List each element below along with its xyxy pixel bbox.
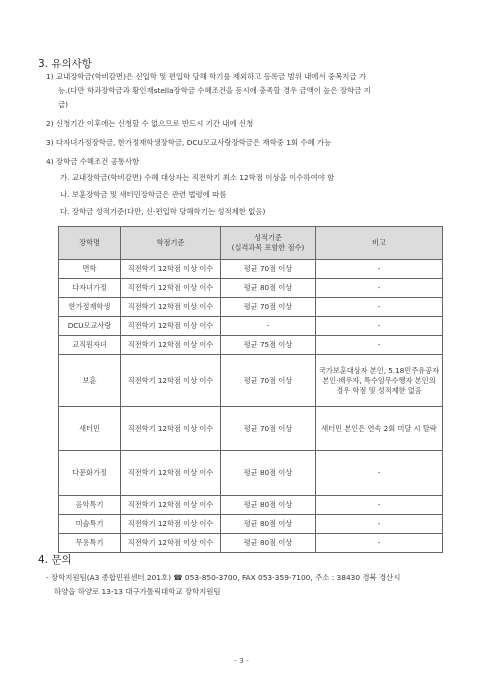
table-row	[59, 260, 443, 279]
cell-name: 다자녀가정	[59, 279, 121, 298]
cell-name: 면학	[59, 260, 121, 279]
cell-credit: 직전학기 12학점 이상 이수	[121, 355, 221, 407]
contact-line-1: - 장학지원팀(A3 종합민원센터 201호) ☎ 053-850-3700, FAX 053-359-7100, 주소 : 38430 경북 경산시	[46, 573, 401, 582]
table-row	[59, 407, 443, 451]
notice-item-4-sub-a: 가. 교내장학금(학비감면) 수혜 대상자는 직전학기 최소 12학점 이상을 이수하여야 함	[60, 173, 335, 182]
cell-name: 교직원자녀	[59, 336, 121, 355]
table-row	[59, 451, 443, 496]
contact-line-2: 하양읍 하양로 13-13 대구가톨릭대학교 장학지원팀	[54, 587, 221, 596]
cell-credit: 직전학기 12학점 이상 이수	[121, 317, 221, 336]
cell-credit: 직전학기 12학점 이상 이수	[121, 534, 221, 553]
cell-name: 보훈	[59, 355, 121, 407]
cell-credit: 직전학기 12학점 이상 이수	[121, 496, 221, 515]
header-grade	[221, 227, 316, 260]
table-row	[59, 534, 443, 553]
cell-name: 한가정재학생	[59, 298, 121, 317]
section-4-title: 4. 문의	[38, 554, 72, 566]
table-row	[59, 317, 443, 336]
cell-note: -	[316, 496, 443, 515]
cell-name: 미술특기	[59, 515, 121, 534]
notice-item-2: 2) 신청기간 이후에는 신청할 수 없으므로 반드시 기간 내에 신청	[46, 119, 254, 128]
table-row	[59, 515, 443, 534]
cell-grade: 평균 80점 이상	[221, 515, 316, 534]
table-header-row	[59, 227, 443, 260]
cell-note: 새터민 본인은 연속 2회 미달 시 탈락	[316, 407, 443, 451]
cell-note: -	[316, 279, 443, 298]
cell-note: -	[316, 317, 443, 336]
notice-item-4: 4) 장학금 수혜조건 공통사항	[46, 157, 140, 166]
notice-item-3: 3) 다자녀가정장학금, 한가정재학생장학금, DCU모교사랑장학금은 재학중 1회 수혜 가능	[46, 138, 332, 147]
notice-item-4-sub-c: 다. 장학금 성적기준(다만, 신·편입학 당해학기는 성적제한 없음)	[60, 207, 266, 216]
cell-note: -	[316, 298, 443, 317]
table-row	[59, 279, 443, 298]
cell-grade: 평균 80점 이상	[221, 279, 316, 298]
cell-name: 새터민	[59, 407, 121, 451]
cell-grade: 평균 75점 이상	[221, 336, 316, 355]
page-number: - 3 -	[234, 656, 249, 665]
cell-credit: 직전학기 12학점 이상 이수	[121, 515, 221, 534]
header-note: 비고	[316, 227, 443, 260]
scholarship-criteria-table	[58, 226, 443, 553]
header-credit: 학점기준	[121, 227, 221, 260]
cell-name: 음악특기	[59, 496, 121, 515]
section-3-title: 3. 유의사항	[38, 58, 92, 70]
cell-grade: 평균 80점 이상	[221, 496, 316, 515]
cell-note: -	[316, 260, 443, 279]
notice-item-4-sub-b: 나. 보훈장학금 및 새터민장학금은 관련 법령에 따름	[60, 190, 227, 199]
cell-grade: 평균 80점 이상	[221, 534, 316, 553]
cell-grade: 평균 70점 이상	[221, 298, 316, 317]
cell-name: 무용특기	[59, 534, 121, 553]
header-name: 장학명	[59, 227, 121, 260]
table-row	[59, 298, 443, 317]
cell-credit: 직전학기 12학점 이상 이수	[121, 298, 221, 317]
cell-credit: 직전학기 12학점 이상 이수	[121, 407, 221, 451]
table-row	[59, 496, 443, 515]
cell-credit: 직전학기 12학점 이상 이수	[121, 451, 221, 496]
cell-name: 다문화가정	[59, 451, 121, 496]
cell-grade: 평균 70점 이상	[221, 260, 316, 279]
cell-credit: 직전학기 12학점 이상 이수	[121, 260, 221, 279]
cell-grade: 평균 80점 이상	[221, 451, 316, 496]
header-grade-line-2: (실격과목 포함한 점수)	[231, 243, 305, 252]
cell-credit: 직전학기 12학점 이상 이수	[121, 336, 221, 355]
cell-note: -	[316, 451, 443, 496]
notice-item-1-line-2: 능.(다만 학과장학금과 황인재stella장학금 수혜조건을 동시에 충족할 경우 금액이 높은 장학금 지	[58, 86, 371, 95]
cell-note: -	[316, 515, 443, 534]
cell-note: 국가보훈대상자 본인, 5.18민주유공자 본인·배우자, 특수임무수행자 본인의 경우 학점 및 성적제한 없음	[316, 355, 443, 407]
cell-note: -	[316, 534, 443, 553]
cell-credit: 직전학기 12학점 이상 이수	[121, 279, 221, 298]
cell-note: -	[316, 336, 443, 355]
table-row	[59, 355, 443, 407]
header-grade-line-1: 성적기준	[254, 233, 282, 242]
cell-grade: 평균 70점 이상	[221, 355, 316, 407]
cell-grade: -	[221, 317, 316, 336]
notice-item-1-line-3: 급)	[58, 100, 69, 109]
notice-item-1-line-1: 1) 교내장학금(학비감면)은 신입학 및 편입학 당해 학기를 제외하고 등록금 범위 내에서 중복지급 가	[46, 72, 366, 81]
cell-name: DCU모교사랑	[59, 317, 121, 336]
cell-grade: 평균 70점 이상	[221, 407, 316, 451]
table-row	[59, 336, 443, 355]
